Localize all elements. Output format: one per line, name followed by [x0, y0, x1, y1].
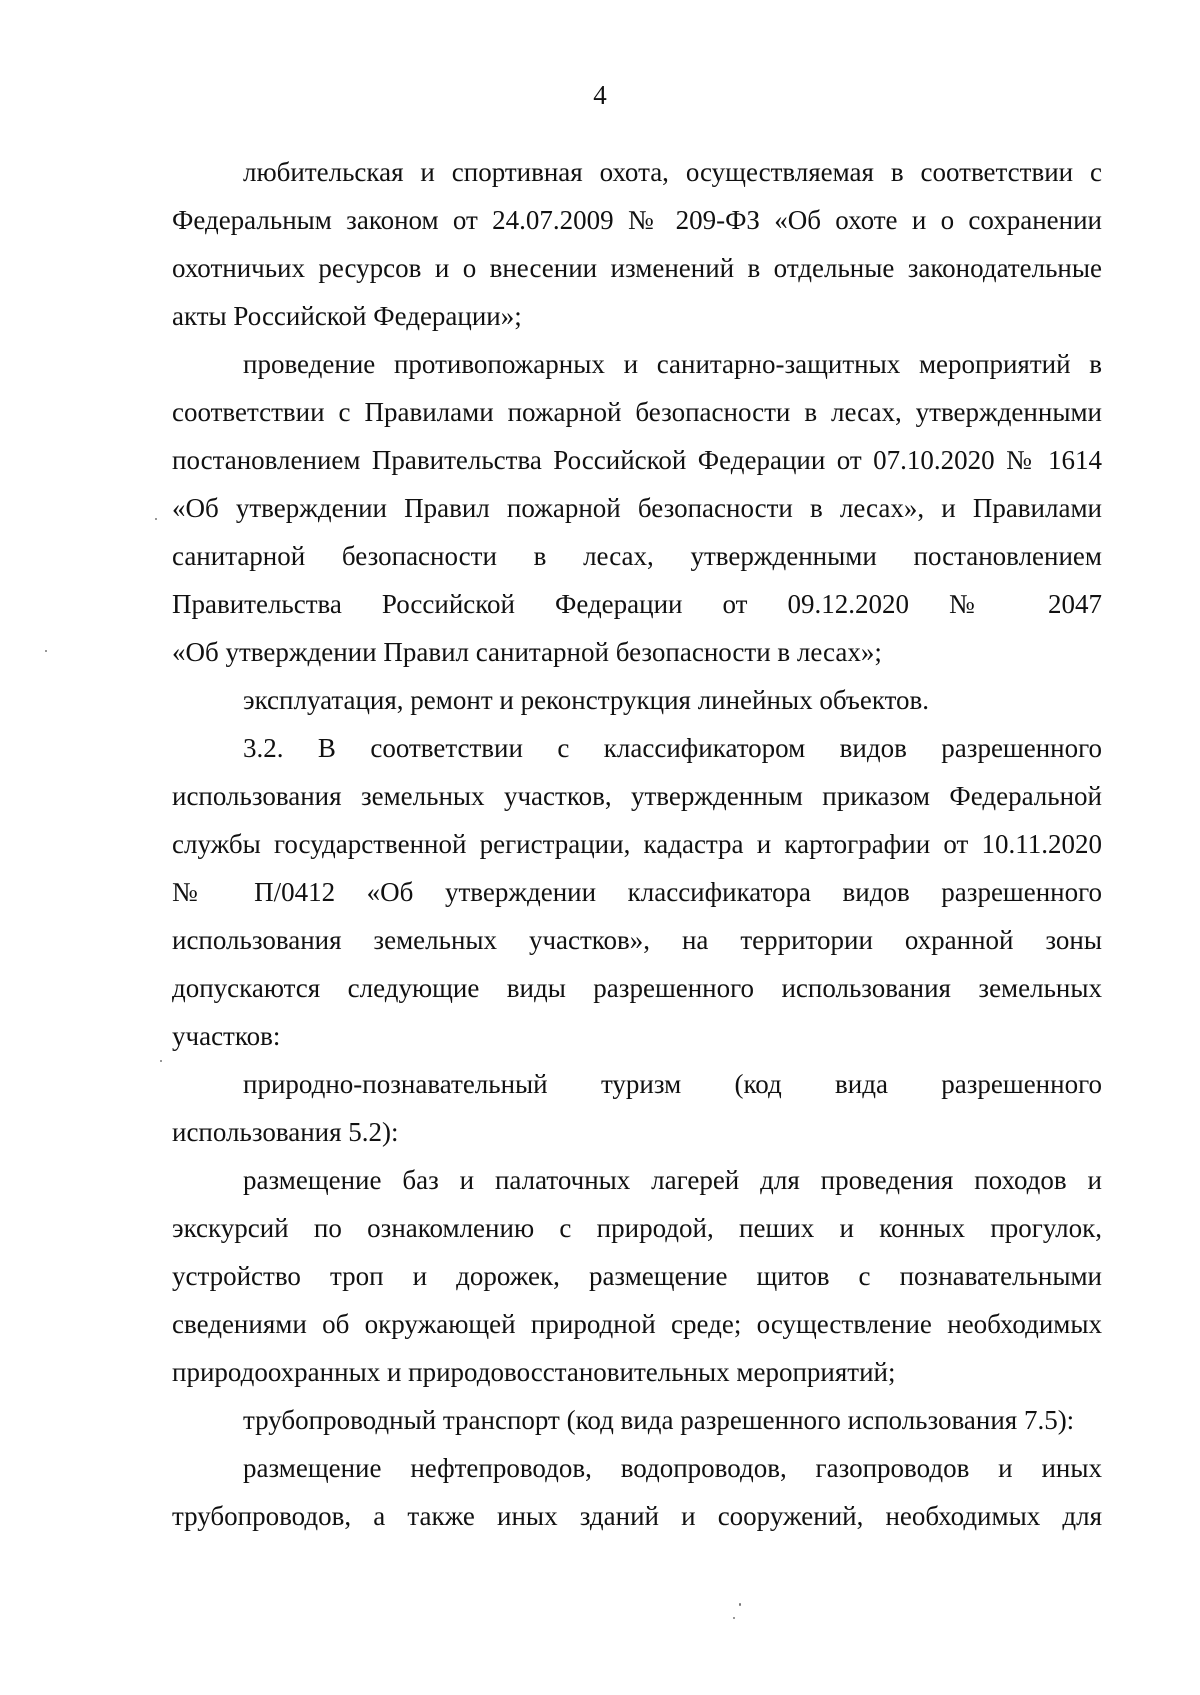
scan-speck [155, 518, 157, 520]
scan-speck [739, 1603, 741, 1606]
text-line: трубопроводов, а также иных зданий и сооружений, необходимых для [172, 1501, 1102, 1531]
text-line: 3.2. В соответствии с классификатором видов разрешенного [243, 733, 1102, 763]
text-line: трубопроводный транспорт (код вида разрешенного использования 7.5): [243, 1405, 1075, 1435]
text-line: № П/0412 «Об утверждении классификатора видов разрешенного [172, 877, 1102, 907]
text-line: «Об утверждении Правил пожарной безопасности в лесах», и Правилами [172, 493, 1102, 523]
text-line: службы государственной регистрации, кадастра и картографии от 10.11.2020 [172, 829, 1102, 859]
text-line: устройство троп и дорожек, размещение щитов с познавательными [172, 1261, 1102, 1291]
text-line: постановлением Правительства Российской Федерации от 07.10.2020 № 1614 [172, 445, 1102, 475]
text-line: Федеральным законом от 24.07.2009 № 209-ФЗ «Об охоте и о сохранении [172, 205, 1102, 235]
page-number: 4 [593, 80, 607, 110]
text-line: участков: [172, 1021, 281, 1051]
text-line: экскурсий по ознакомлению с природой, пеших и конных прогулок, [172, 1213, 1102, 1243]
scan-speck [160, 1060, 162, 1062]
text-line: использования земельных участков», на территории охранной зоны [172, 925, 1102, 955]
text-line: использования земельных участков, утвержденным приказом Федеральной [172, 781, 1102, 811]
text-line: эксплуатация, ремонт и реконструкция линейных объектов. [243, 685, 930, 715]
text-line: размещение нефтепроводов, водопроводов, газопроводов и иных [243, 1453, 1102, 1483]
text-line: размещение баз и палаточных лагерей для проведения походов и [243, 1165, 1102, 1195]
text-line: проведение противопожарных и санитарно-защитных мероприятий в [243, 349, 1102, 379]
scan-speck [733, 1617, 735, 1619]
text-line: акты Российской Федерации»; [172, 301, 522, 331]
text-line: природно-познавательный туризм (код вида разрешенного [243, 1069, 1102, 1099]
text-line: использования 5.2): [172, 1117, 399, 1147]
text-line: соответствии с Правилами пожарной безопасности в лесах, утвержденными [172, 397, 1102, 427]
text-line: охотничьих ресурсов и о внесении изменений в отдельные законодательные [172, 253, 1102, 283]
text-line: любительская и спортивная охота, осуществляемая в соответствии с [243, 157, 1102, 187]
text-line: санитарной безопасности в лесах, утвержденными постановлением [172, 541, 1102, 571]
document-body [172, 148, 1102, 1540]
text-line: сведениями об окружающей природной среде; осуществление необходимых [172, 1309, 1102, 1339]
text-line: допускаются следующие виды разрешенного использования земельных [172, 973, 1102, 1003]
scan-speck [45, 650, 47, 652]
text-line: «Об утверждении Правил санитарной безопасности в лесах»; [172, 637, 882, 667]
text-line: Правительства Российской Федерации от 09.12.2020 № 2047 [172, 589, 1102, 619]
text-line: природоохранных и природовосстановительных мероприятий; [172, 1357, 896, 1387]
